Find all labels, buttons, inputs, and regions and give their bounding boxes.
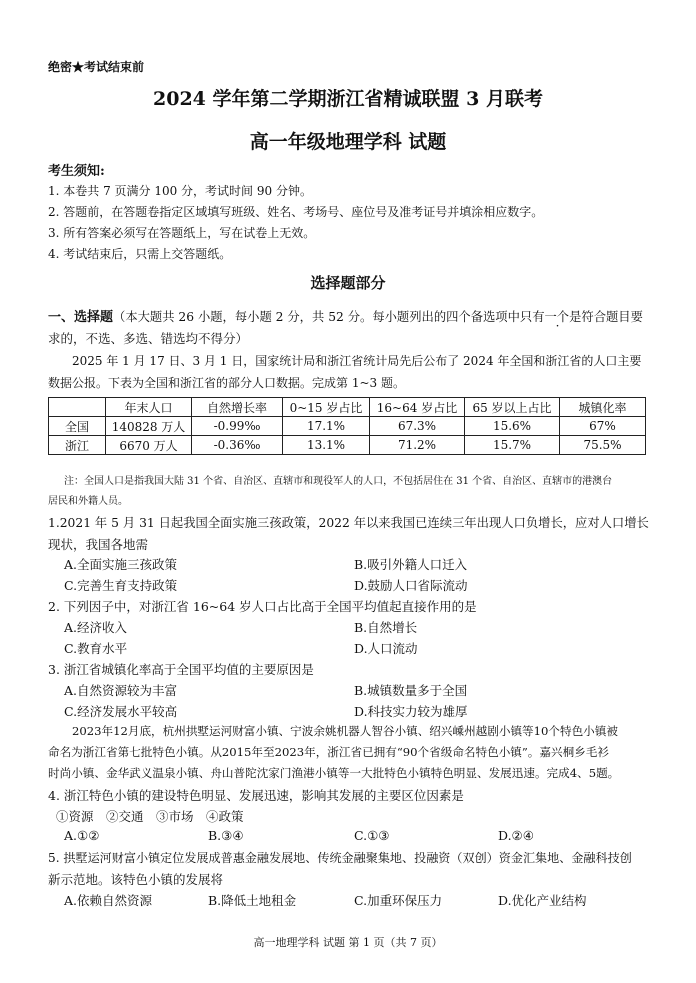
option-a: A.依赖自然资源 — [64, 893, 153, 908]
option-c: C.①③ — [354, 828, 390, 843]
table-header-cell: 0~15 岁占比 — [283, 398, 370, 417]
table-header-cell — [49, 398, 106, 417]
table-cell: 17.1% — [283, 417, 370, 436]
question-stem: 2. 下列因子中，对浙江省 16~64 岁人口占比高于全国平均值起直接作用的是 — [48, 599, 477, 614]
table-row — [49, 436, 646, 455]
part-desc: 是符合题目要 — [569, 310, 643, 324]
table-cell: 71.2% — [370, 436, 465, 455]
table-cell: 15.6% — [465, 417, 560, 436]
table-cell: 75.5% — [560, 436, 646, 455]
option-d: D.②④ — [498, 828, 534, 843]
table-cell: 浙江 — [49, 436, 106, 455]
question-stem: 3. 浙江省城镇化率高于全国平均值的主要原因是 — [48, 662, 314, 677]
table-cell: 15.7% — [465, 436, 560, 455]
part-label: 一、选择题 — [48, 310, 114, 325]
question-items: ①资源 ②交通 ③市场 ④政策 — [56, 809, 244, 824]
page-footer: 高一地理学科 试题 第 1 页（共 7 页） — [253, 936, 443, 949]
question-stem: 现状，我国各地需 — [48, 537, 149, 552]
table-header-cell: 16~64 岁占比 — [370, 398, 465, 417]
table-cell: 6670 万人 — [106, 436, 192, 455]
table-note: 居民和外籍人员。 — [48, 496, 128, 507]
option-c: C.经济发展水平较高 — [64, 704, 178, 719]
table-header-row — [49, 398, 646, 417]
table-cell: -0.99‰ — [192, 417, 283, 436]
notice-item: 1. 本卷共 7 页满分 100 分，考试时间 90 分钟。 — [48, 184, 312, 198]
option-b: B.③④ — [208, 828, 244, 843]
passage-line: 2025 年 1 月 17 日、3 月 1 日，国家统计局和浙江省统计局先后公布了 2024 年全国和浙江省的人口主要 — [72, 354, 642, 368]
table-cell: 67.3% — [370, 417, 465, 436]
option-b: B.吸引外籍人口迁入 — [354, 557, 468, 572]
table-note: 注：全国人口是指我国大陆 31 个省、自治区、直辖市和现役军人的人口，不包括居住在 31 个省、自治区、直辖市的港澳台 — [64, 476, 613, 487]
table-cell: 140828 万人 — [106, 417, 192, 436]
part-desc-line2: 求的，不选、多选、错选均不得分） — [48, 331, 249, 346]
table-cell: 67% — [560, 417, 646, 436]
part-desc: （本大题共 26 小题，每小题 2 分，共 52 分。每小题列出的四个备选项中只有 — [113, 310, 545, 324]
table-header-cell: 城镇化率 — [560, 398, 646, 417]
table-cell: 全国 — [49, 417, 106, 436]
option-b: B.降低土地租金 — [208, 893, 297, 908]
passage-line: 命名为浙江省第七批特色小镇。从2015年至2023年，浙江省已拥有“90个省级命名特色小镇”。嘉兴桐乡毛衫 — [48, 745, 609, 759]
exam-subtitle: 高一年级地理学科 试题 — [249, 131, 447, 153]
passage-line: 时尚小镇、金华武义温泉小镇、舟山普陀沈家门渔港小镇等一大批特色小镇特色明显、发展迅速。完成4、5题。 — [48, 766, 620, 780]
option-b: B.自然增长 — [354, 620, 418, 635]
option-d: D.科技实力较为雄厚 — [354, 704, 468, 719]
confidential-mark: 绝密★考试结束前 — [48, 60, 145, 74]
notice-item: 3. 所有答案必须写在答题纸上，写在试卷上无效。 — [48, 226, 316, 240]
option-c: C.完善生育支持政策 — [64, 578, 178, 593]
table-header-cell: 65 岁以上占比 — [465, 398, 560, 417]
question-stem: 4. 浙江特色小镇的建设特色明显、发展迅速，影响其发展的主要区位因素是 — [48, 788, 464, 803]
question-stem: 5. 拱墅运河财富小镇定位发展成普惠金融发展地、传统金融聚集地、投融资（双创）资金汇集地、金融科技创 — [48, 851, 632, 865]
question-stem: 新示范地。该特色小镇的发展将 — [48, 872, 224, 887]
table-cell: -0.36‰ — [192, 436, 283, 455]
question-stem: 1.2021 年 5 月 31 日起我国全面实施三孩政策，2022 年以来我国已连续三年出现人口负增长，应对人口增长 — [48, 516, 649, 530]
emphasis-text: 一个 — [544, 310, 570, 324]
table-header-cell: 自然增长率 — [192, 398, 283, 417]
part-instructions — [48, 306, 643, 325]
option-b: B.城镇数量多于全国 — [354, 683, 468, 698]
option-c: C.教育水平 — [64, 641, 128, 656]
option-a: A.经济收入 — [64, 620, 128, 635]
option-a: A.①② — [64, 828, 100, 843]
notice-item: 2. 答题前，在答题卷指定区域填写班级、姓名、考场号、座位号及准考证号并填涂相应数字。 — [48, 205, 544, 219]
option-a: A.全面实施三孩政策 — [64, 557, 178, 572]
notice-item: 4. 考试结束后，只需上交答题纸。 — [48, 247, 232, 261]
table-header-cell: 年末人口 — [106, 398, 192, 417]
option-d: D.鼓励人口省际流动 — [354, 578, 468, 593]
passage-line: 数据公报。下表为全国和浙江省的部分人口数据。完成第 1~3 题。 — [48, 376, 405, 390]
table-row — [49, 417, 646, 436]
notice-heading: 考生须知: — [48, 164, 105, 179]
exam-title: 2024 学年第二学期浙江省精诚联盟 3 月联考 — [153, 88, 543, 110]
option-d: D.人口流动 — [354, 641, 418, 656]
option-c: C.加重环保压力 — [354, 893, 443, 908]
option-d: D.优化产业结构 — [498, 893, 587, 908]
population-table — [48, 397, 646, 455]
table-cell: 13.1% — [283, 436, 370, 455]
passage-line: 2023年12月底，杭州拱墅运河财富小镇、宁波余姚机器人智谷小镇、绍兴嵊州越剧小镇等10个特色小镇被 — [72, 724, 618, 738]
section-title: 选择题部分 — [310, 274, 386, 292]
option-a: A.自然资源较为丰富 — [64, 683, 178, 698]
